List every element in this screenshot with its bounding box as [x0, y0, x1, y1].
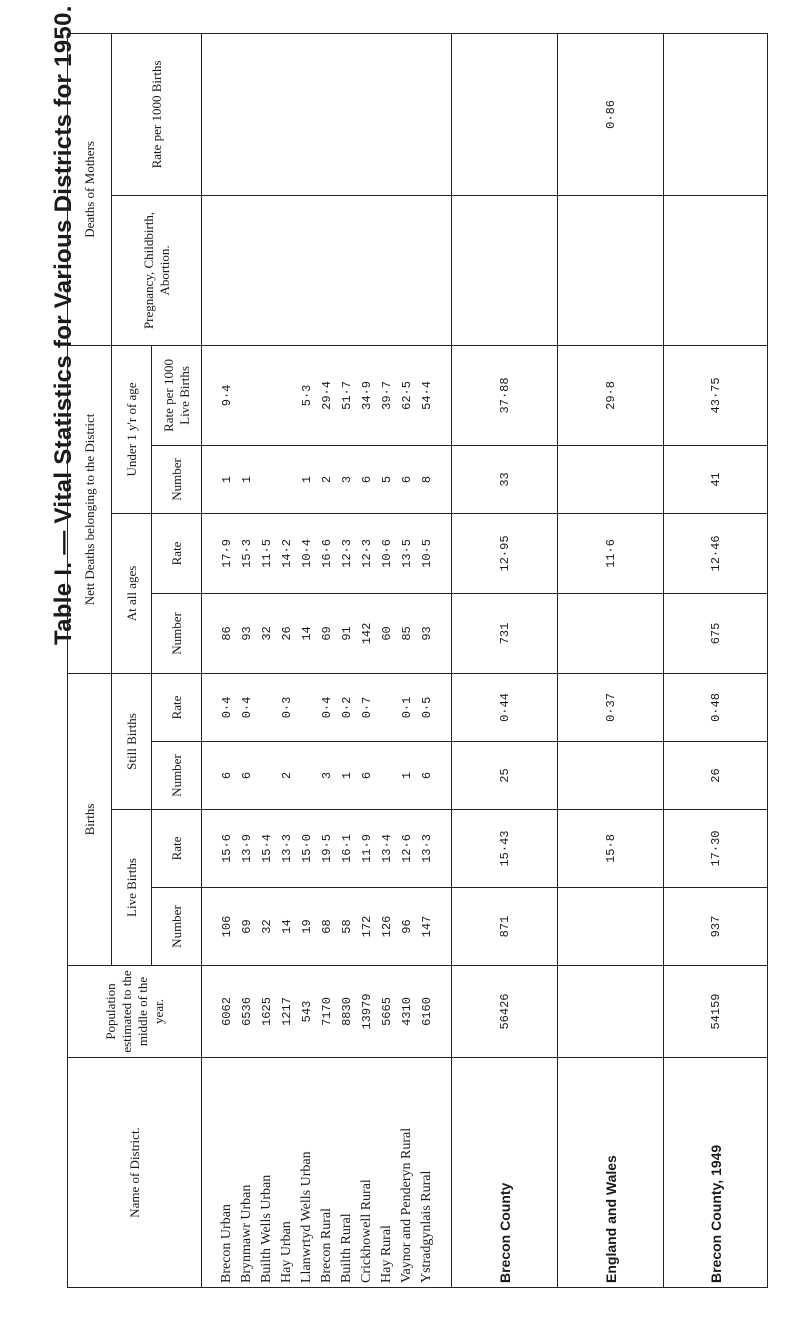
- list-item: 0·3: [279, 696, 294, 719]
- total-still-number: 26: [664, 742, 768, 810]
- total-name: England and Wales: [558, 1058, 664, 1288]
- header-maternal-rate: Rate per 1000 Births: [112, 33, 202, 195]
- list-item: 13·9: [239, 834, 254, 863]
- list-item: 12·6: [399, 834, 414, 863]
- list-item: 12·3: [359, 539, 374, 568]
- list-item: 62·5: [399, 381, 414, 410]
- list-item: Hay Rural: [378, 1225, 394, 1283]
- list-item: 6: [359, 771, 374, 780]
- list-item: 2: [319, 475, 334, 484]
- list-item: [257, 38, 277, 191]
- page-title: Table I. — Vital Statistics for Various Districts for 1950.: [50, 5, 77, 645]
- header-infant-number: Number: [152, 445, 202, 513]
- total-live-rate: 15·43: [452, 810, 558, 888]
- list-item: [297, 678, 317, 737]
- list-item: 147: [419, 915, 434, 938]
- list-item: [277, 200, 297, 341]
- total-maternal-rate: [664, 33, 768, 195]
- total-live-rate: 15·8: [558, 810, 664, 888]
- list-item: Llanwrtyd Wells Urban: [298, 1151, 314, 1283]
- list-item: 93: [239, 626, 254, 641]
- list-item: 0·5: [419, 696, 434, 719]
- list-item: 85: [399, 626, 414, 641]
- list-item: 4310: [399, 997, 414, 1026]
- list-item: 19: [299, 919, 314, 934]
- list-item: 15·6: [219, 834, 234, 863]
- list-item: [337, 200, 357, 341]
- header-deaths-rate: Rate: [152, 513, 202, 593]
- list-item: 5·3: [299, 384, 314, 407]
- list-item: [317, 38, 337, 191]
- list-item: 8830: [339, 997, 354, 1026]
- total-deaths-rate: 11·6: [558, 513, 664, 593]
- total-deaths-number: 675: [664, 593, 768, 673]
- list-item: Builth Rural: [338, 1213, 354, 1283]
- list-item: 126: [379, 915, 394, 938]
- list-item: 32: [259, 919, 274, 934]
- total-deaths-rate: 12·46: [664, 513, 768, 593]
- list-item: 13·4: [379, 834, 394, 863]
- list-item: 86: [219, 626, 234, 641]
- total-row-county: [452, 33, 558, 1287]
- list-item: 93: [419, 626, 434, 641]
- list-item: 6: [399, 475, 414, 484]
- population-cell: [202, 966, 452, 1058]
- list-item: [297, 200, 317, 341]
- list-item: 0·1: [399, 696, 414, 719]
- total-population: 56426: [452, 966, 558, 1058]
- header-still-rate: Rate: [152, 673, 202, 741]
- list-item: [277, 38, 297, 191]
- total-still-number: [558, 742, 664, 810]
- total-still-number: 25: [452, 742, 558, 810]
- list-item: 14: [279, 919, 294, 934]
- list-item: 9·4: [219, 384, 234, 407]
- list-item: Builth Wells Urban: [258, 1174, 274, 1283]
- list-item: 51·7: [339, 381, 354, 410]
- list-item: 6160: [419, 997, 434, 1026]
- list-item: 1: [219, 475, 234, 484]
- district-names-cell: [202, 1058, 452, 1288]
- list-item: 5665: [379, 997, 394, 1026]
- list-item: 19·5: [319, 834, 334, 863]
- header-live-rate: Rate: [152, 810, 202, 888]
- infant-rate-cell: [202, 345, 452, 445]
- list-item: [297, 746, 317, 805]
- list-item: [377, 678, 397, 737]
- header-deaths-number: Number: [152, 593, 202, 673]
- list-item: 8: [419, 475, 434, 484]
- list-item: 1: [339, 771, 354, 780]
- list-item: 2: [279, 771, 294, 780]
- list-item: 15·4: [259, 834, 274, 863]
- vital-statistics-table: [67, 33, 768, 1288]
- list-item: Brecon Urban: [218, 1204, 234, 1283]
- live-births-number-cell: [202, 888, 452, 966]
- list-item: 34·9: [359, 381, 374, 410]
- list-item: [277, 350, 297, 441]
- list-item: [257, 678, 277, 737]
- list-item: [217, 200, 237, 341]
- infant-number-cell: [202, 445, 452, 513]
- header-live-births: Live Births: [112, 810, 152, 966]
- list-item: 16·6: [319, 539, 334, 568]
- header-under-one: Under 1 y'r of age: [112, 345, 152, 513]
- total-name: Brecon County: [452, 1058, 558, 1288]
- rotated-table: [67, 34, 767, 1288]
- list-item: [397, 200, 417, 341]
- list-item: Brecon Rural: [318, 1207, 334, 1283]
- list-item: [377, 746, 397, 805]
- list-item: 29·4: [319, 381, 334, 410]
- header-name-of-district: Name of District.: [68, 1058, 202, 1288]
- total-infant-number: [558, 445, 664, 513]
- list-item: 0·4: [239, 696, 254, 719]
- header-live-number: Number: [152, 888, 202, 966]
- list-item: 6: [239, 771, 254, 780]
- total-row-england-wales: [558, 33, 664, 1287]
- total-row-county-1949: [664, 33, 768, 1287]
- list-item: 12·3: [339, 539, 354, 568]
- list-item: 172: [359, 915, 374, 938]
- header-births: Births: [68, 673, 112, 965]
- total-maternal-number: [664, 195, 768, 345]
- list-item: 17·9: [219, 539, 234, 568]
- header-still-number: Number: [152, 742, 202, 810]
- list-item: 13·5: [399, 539, 414, 568]
- list-item: [357, 38, 377, 191]
- list-item: 10·6: [379, 539, 394, 568]
- list-item: 1: [239, 475, 254, 484]
- list-item: Hay Urban: [278, 1221, 294, 1283]
- list-item: 543: [299, 1000, 314, 1023]
- list-item: 106: [219, 915, 234, 938]
- list-item: Brynmawr Urban: [238, 1184, 254, 1283]
- list-item: 91: [339, 626, 354, 641]
- list-item: 10·4: [299, 539, 314, 568]
- list-item: [217, 38, 237, 191]
- list-item: [397, 38, 417, 191]
- list-item: 6: [359, 475, 374, 484]
- list-item: 60: [379, 626, 394, 641]
- total-infant-rate: 43·75: [664, 345, 768, 445]
- list-item: 96: [399, 919, 414, 934]
- list-item: [257, 200, 277, 341]
- list-item: [237, 200, 257, 341]
- list-item: 11·5: [259, 539, 274, 568]
- list-item: 16·1: [339, 834, 354, 863]
- list-item: [377, 200, 397, 341]
- total-deaths-number: 731: [452, 593, 558, 673]
- districts-row: [202, 33, 452, 1287]
- list-item: [357, 200, 377, 341]
- list-item: 0·2: [339, 696, 354, 719]
- live-births-rate-cell: [202, 810, 452, 888]
- list-item: [237, 38, 257, 191]
- total-maternal-number: [558, 195, 664, 345]
- list-item: 13979: [359, 993, 374, 1030]
- total-live-number: 871: [452, 888, 558, 966]
- list-item: 54·4: [419, 381, 434, 410]
- list-item: 13·3: [279, 834, 294, 863]
- list-item: 3: [339, 475, 354, 484]
- list-item: [417, 38, 437, 191]
- total-infant-rate: 37·88: [452, 345, 558, 445]
- list-item: 1625: [259, 997, 274, 1026]
- total-population: [558, 966, 664, 1058]
- list-item: 0·4: [319, 696, 334, 719]
- still-births-rate-cell: [202, 673, 452, 741]
- total-maternal-number: [452, 195, 558, 345]
- header-infant-rate: Rate per 1000 Live Births: [152, 345, 202, 445]
- list-item: [317, 200, 337, 341]
- total-population: 54159: [664, 966, 768, 1058]
- list-item: 68: [319, 919, 334, 934]
- total-still-rate: 0·48: [664, 673, 768, 741]
- list-item: 142: [359, 622, 374, 645]
- header-all-ages: At all ages: [112, 513, 152, 673]
- header-nett-deaths: Nett Deaths belonging to the District: [68, 345, 112, 673]
- total-infant-rate: 29·8: [558, 345, 664, 445]
- maternal-rate-cell: [202, 33, 452, 195]
- total-maternal-rate: [452, 33, 558, 195]
- list-item: 0·4: [219, 696, 234, 719]
- list-item: 58: [339, 919, 354, 934]
- list-item: 69: [319, 626, 334, 641]
- list-item: 14·2: [279, 539, 294, 568]
- list-item: 69: [239, 919, 254, 934]
- list-item: 5: [379, 475, 394, 484]
- list-item: [377, 38, 397, 191]
- total-deaths-rate: 12·95: [452, 513, 558, 593]
- total-deaths-number: [558, 593, 664, 673]
- list-item: 3: [319, 771, 334, 780]
- list-item: 0·7: [359, 696, 374, 719]
- list-item: 15·0: [299, 834, 314, 863]
- total-still-rate: 0·37: [558, 673, 664, 741]
- list-item: [277, 450, 297, 509]
- list-item: 26: [279, 626, 294, 641]
- list-item: 15·3: [239, 539, 254, 568]
- total-still-rate: 0·44: [452, 673, 558, 741]
- header-still-births: Still Births: [112, 673, 152, 809]
- list-item: 7170: [319, 997, 334, 1026]
- deaths-rate-cell: [202, 513, 452, 593]
- list-item: 6062: [219, 997, 234, 1026]
- list-item: 6: [219, 771, 234, 780]
- total-infant-number: 41: [664, 445, 768, 513]
- list-item: 1: [299, 475, 314, 484]
- list-item: [337, 38, 357, 191]
- list-item: 1217: [279, 997, 294, 1026]
- list-item: [257, 746, 277, 805]
- total-infant-number: 33: [452, 445, 558, 513]
- list-item: [257, 350, 277, 441]
- total-live-number: [558, 888, 664, 966]
- list-item: [237, 350, 257, 441]
- header-population: Population estimated to the middle of the year.: [68, 966, 202, 1058]
- list-item: [257, 450, 277, 509]
- total-live-rate: 17·30: [664, 810, 768, 888]
- header-deaths-of-mothers: Deaths of Mothers: [68, 33, 112, 345]
- list-item: 11·9: [359, 834, 374, 863]
- still-births-number-cell: [202, 742, 452, 810]
- list-item: Vaynor and Penderyn Rural: [398, 1127, 414, 1283]
- list-item: 39·7: [379, 381, 394, 410]
- deaths-number-cell: [202, 593, 452, 673]
- header-pregnancy: Pregnancy, Childbirth, Abortion.: [112, 195, 202, 345]
- list-item: 32: [259, 626, 274, 641]
- list-item: 1: [399, 771, 414, 780]
- list-item: 14: [299, 626, 314, 641]
- maternal-number-cell: [202, 195, 452, 345]
- list-item: 6: [419, 771, 434, 780]
- total-name: Brecon County, 1949: [664, 1058, 768, 1288]
- list-item: [297, 38, 317, 191]
- list-item: 13·3: [419, 834, 434, 863]
- total-maternal-rate: 0·86: [558, 33, 664, 195]
- list-item: [417, 200, 437, 341]
- list-item: Ystradgynlais Rural: [418, 1170, 434, 1283]
- total-live-number: 937: [664, 888, 768, 966]
- list-item: 6536: [239, 997, 254, 1026]
- list-item: Crickhowell Rural: [358, 1179, 374, 1283]
- list-item: 10·5: [419, 539, 434, 568]
